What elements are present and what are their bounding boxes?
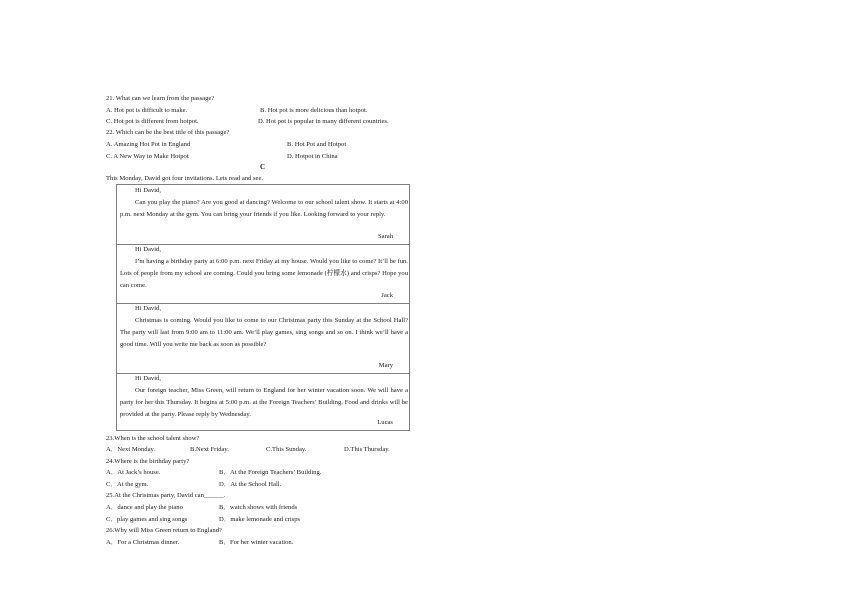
invitation-greeting: Hi David, [135, 187, 162, 194]
q21-option-c: C. Hot pot is different from hotpot. [106, 118, 199, 125]
invitation-signature: Lucas [377, 419, 393, 426]
q24-option-c: C．At the gym. [106, 481, 149, 488]
q21-question: 21. What can we learn from the passage? [106, 95, 215, 102]
q21-option-a: A. Hot pot is difficult to make. [106, 107, 188, 114]
invitation-body: Christmas is coming. Would you like to come to our Christmas party this Sunday at the School Hall? The party will last from 9:00 am to 11:00 am. We’ll play games, sing songs and so on. I think we’ll have a good time. Will you write me back as soon as possible? [120, 317, 408, 348]
invitation-greeting: Hi David, [135, 305, 162, 312]
q23-option-c: C.This Sunday. [266, 446, 307, 453]
invitation-mary [117, 303, 409, 373]
q22-option-d: D. Hotpot in China [287, 153, 338, 160]
q22-option-c: C. A New Way to Make Hotpot [106, 153, 189, 160]
q23-question: 23.When is the school talent show? [106, 435, 200, 442]
invitation-greeting: Hi David, [135, 375, 162, 382]
q21-option-b: B. Hot pot is more delicious than hotpot. [260, 107, 368, 114]
q24-option-d: D．At the School Hall. [219, 481, 282, 488]
q26-option-b: B．For her winter vacation. [219, 539, 294, 546]
q26-option-a: A．For a Christmas dinner. [106, 539, 180, 546]
q26-question: 26.Why will Miss Green return to England? [106, 527, 222, 534]
q25-question: 25.At the Christmas party, David can______. [106, 492, 226, 499]
invitations-box [116, 184, 410, 431]
invitation-signature: Mary [378, 362, 393, 369]
invitation-greeting: Hi David, [135, 246, 162, 253]
invitation-lucas [117, 373, 409, 432]
q24-option-a: A．At Jack’s house. [106, 469, 161, 476]
invitation-body: Our foreign teacher, Miss Green, will return to England for her winter vacation soon. We will have a party for her this Thursday. It begins at 5:00 p.m. at the Foreign Teachers’ Building. Food and drinks will be provided at the party. Please reply by Wednesday. [120, 387, 408, 418]
q21-option-d: D. Hot pot is popular in many different countries. [258, 118, 389, 125]
invitation-sarah [117, 185, 409, 244]
q24-option-b: B．At the Foreign Teachers’ Building. [219, 469, 322, 476]
section-label: C [260, 163, 266, 171]
q25-option-d: D．make lemonade and crisps [219, 516, 301, 523]
q23-option-b: B.Next Friday. [190, 446, 229, 453]
invitation-jack [117, 244, 409, 303]
invitation-signature: Jack [381, 292, 393, 299]
q22-option-b: B. Hot Pot and Hotpot [287, 141, 347, 148]
q23-option-a: A．Next Monday. [106, 446, 156, 453]
q25-option-a: A．dance and play the piano [106, 504, 183, 511]
invitation-body: I’m having a birthday party at 6:00 p.m. next Friday at my house. Would you like to come? It’ll be fun. Lots of people from my school are coming. Could you bring some lemonade (柠檬水) and crisps? Hope you can come. [120, 258, 408, 289]
q23-option-d: D.This Thursday. [344, 446, 390, 453]
section-intro: This Monday, David got four invitations. Lets read and see. [106, 175, 264, 182]
q22-question: 22. Which can be the best title of this passage? [106, 129, 230, 136]
q24-question: 24.Where is the birthday party? [106, 458, 190, 465]
invitation-body: Can you play the piano? Are you good at dancing? Welcome to our school talent show. It starts at 4:00 p.m. next Monday at the gym. You can bring your friends if you like. Looking forward to your reply. [120, 199, 408, 218]
invitation-signature: Sarah [377, 233, 393, 240]
q25-option-c: C．play games and sing songs [106, 516, 188, 523]
q25-option-b: B．watch shows with friends [219, 504, 298, 511]
q22-option-a: A. Amazing Hot Pot in England [106, 141, 191, 148]
